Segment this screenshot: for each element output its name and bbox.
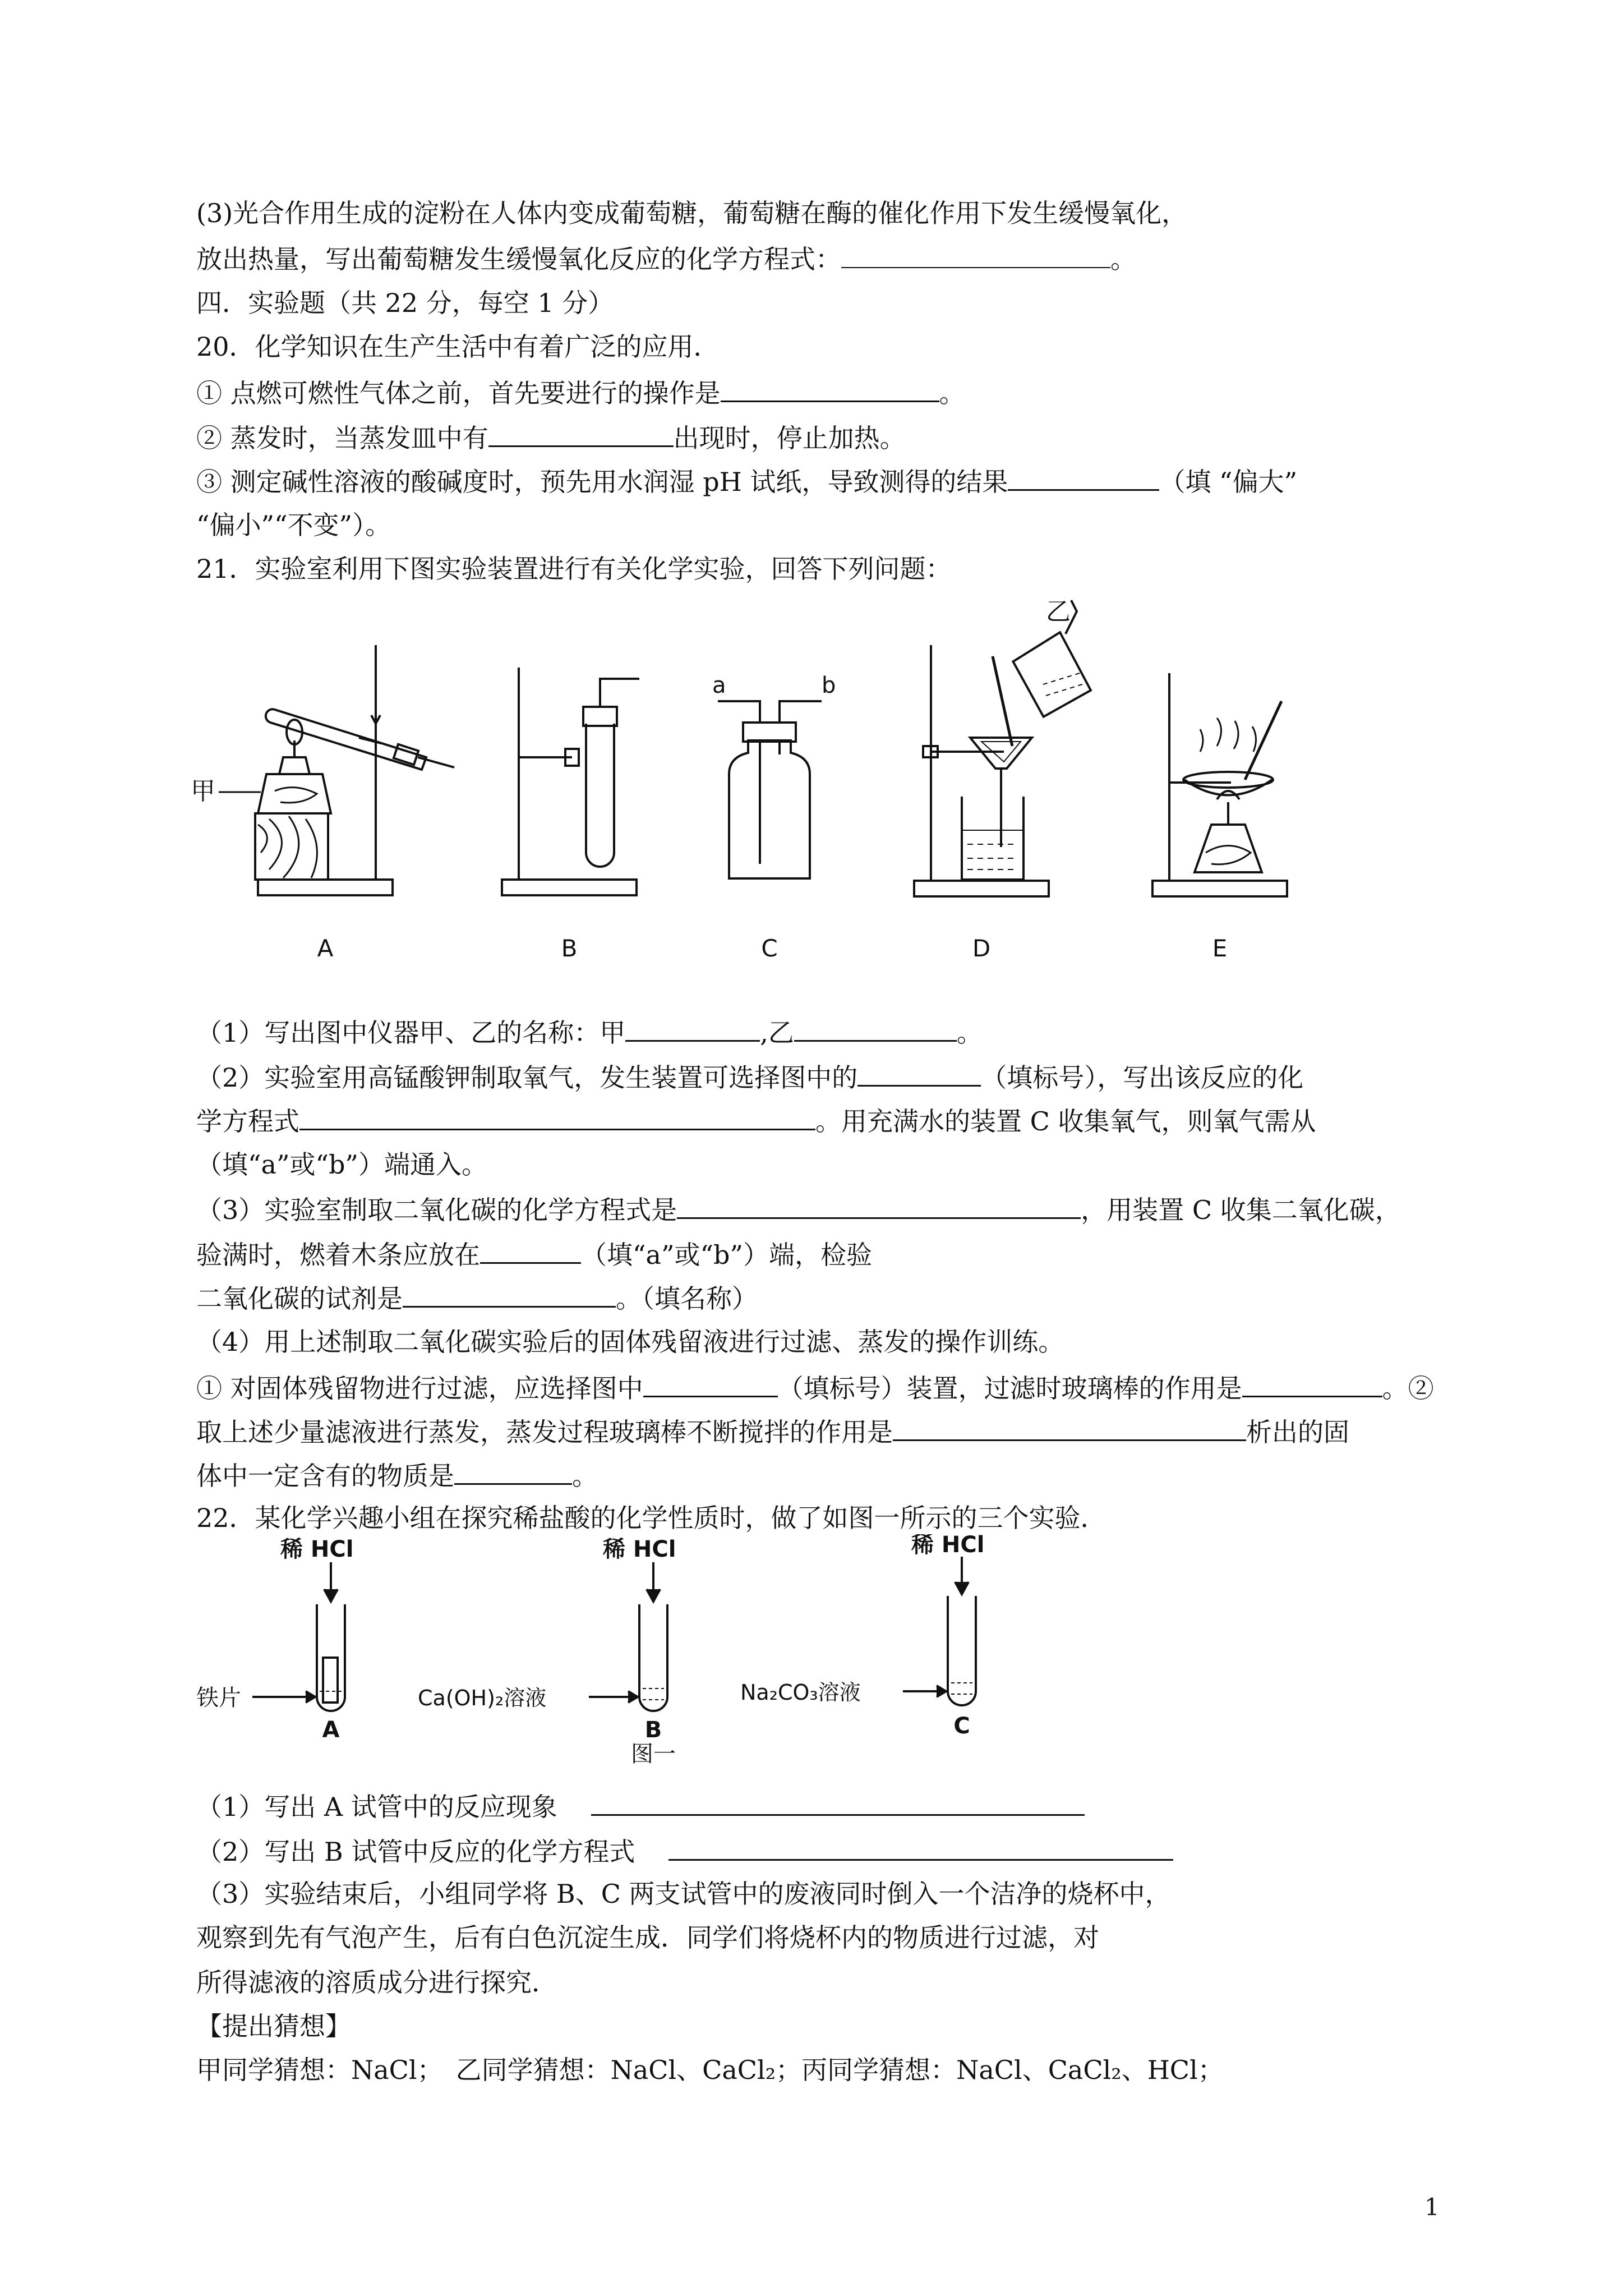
q19-blank[interactable] xyxy=(841,241,1110,268)
q21-part3-cont: 验满时，燃着木条应放在 （填“a”或“b”）端，检验 xyxy=(196,1236,872,1272)
label-apparatus-b: B xyxy=(561,935,578,962)
q20-item3: ③ 测定碱性溶液的酸碱度时，预先用水润湿 pH 试纸，导致测得的结果 （填 “偏大” xyxy=(196,463,1297,499)
q21-blank-jia[interactable] xyxy=(625,1014,760,1042)
q21-part2: （2）实验室用高锰酸钾制取氧气，发生装置可选择图中的 （填标号），写出该反应的化 xyxy=(196,1059,1303,1094)
tube-label-a: A xyxy=(322,1717,340,1743)
q22-figure xyxy=(196,1534,1038,1770)
q22-blank2[interactable] xyxy=(668,1833,1173,1861)
iron-label: 铁片 xyxy=(196,1685,241,1711)
q20-blank1[interactable] xyxy=(721,375,939,402)
q21-blank-equation2[interactable] xyxy=(677,1191,1081,1219)
q19-line2: 放出热量，写出葡萄糖发生缓慢氧化反应的化学方程式： 。 xyxy=(196,241,1136,276)
q21-part3: （3）实验室制取二氧化碳的化学方程式是 ，用装置 C 收集二氧化碳， xyxy=(196,1191,1401,1227)
apparatus-d xyxy=(914,600,1094,896)
q21-blank-stir-use[interactable] xyxy=(893,1414,1246,1441)
q21-part2-cont: 学方程式 。用充满水的装置 C 收集氧气，则氧气需从 xyxy=(196,1103,1316,1138)
hcl-label-a: 稀 HCl xyxy=(280,1536,354,1562)
caoh2-label: Ca(OH)₂溶液 xyxy=(418,1686,547,1710)
label-b: b xyxy=(822,673,836,698)
q21-part2-end: （填“a”或“b”）端通入。 xyxy=(196,1149,487,1180)
hcl-label-b: 稀 HCl xyxy=(603,1536,676,1562)
label-apparatus-d: D xyxy=(972,935,991,962)
q21-blank-equation1[interactable] xyxy=(299,1103,815,1130)
apparatus-a xyxy=(255,645,454,895)
hcl-label-c: 稀 HCl xyxy=(911,1534,985,1558)
q21-part4: （4）用上述制取二氧化碳实验后的固体残留液进行过滤、蒸发的操作训练。 xyxy=(196,1327,1064,1357)
q21-part4-1: ① 对固体残留物进行过滤，应选择图中 （填标号）装置，过滤时玻璃棒的作用是 。② xyxy=(196,1370,1434,1405)
tube-label-c: C xyxy=(953,1713,970,1739)
guess-line: 甲同学猜想：NaCl； 乙同学猜想：NaCl、CaCl₂；丙同学猜想：NaCl、CaCl₂、HCl； xyxy=(196,2055,1224,2085)
apparatus-c xyxy=(718,701,822,878)
q21-title: 21．实验室利用下图实验装置进行有关化学实验，回答下列问题： xyxy=(196,554,952,584)
apparatus-b xyxy=(502,668,639,895)
q22-part1: （1）写出 A 试管中的反应现象 xyxy=(196,1788,1085,1824)
page-number: 1 xyxy=(1424,2193,1440,2221)
q21-blank-end[interactable] xyxy=(480,1236,581,1264)
q22-figure-svg xyxy=(196,1534,1038,1770)
q20-item1: ① 点燃可燃性气体之前，首先要进行的操作是 。 xyxy=(196,375,965,410)
q20-item3-cont: “偏小”“不变”）。 xyxy=(196,510,391,540)
q21-apparatus-figure xyxy=(191,589,1312,970)
q22-part3-line2: 观察到先有气泡产生，后有白色沉淀生成．同学们将烧杯内的物质进行过滤，对 xyxy=(196,1922,1099,1953)
label-apparatus-a: A xyxy=(317,935,334,962)
q21-blank-yi[interactable] xyxy=(794,1014,957,1042)
q21-part1: （1）写出图中仪器甲、乙的名称：甲 ,乙 。 xyxy=(196,1014,983,1050)
label-yi: 乙 xyxy=(1046,597,1071,626)
q21-blank-solid[interactable] xyxy=(454,1457,572,1485)
q20-item2: ② 蒸发时，当蒸发皿中有 出现时，停止加热。 xyxy=(196,420,906,455)
apparatus-e xyxy=(1152,673,1287,896)
section-4-title: 四．实验题（共 22 分，每空 1 分） xyxy=(196,288,614,318)
q22-part2: （2）写出 B 试管中反应的化学方程式 xyxy=(196,1833,1173,1869)
q21-apparatus-svg xyxy=(191,589,1312,970)
label-apparatus-c: C xyxy=(761,935,778,962)
q22-title: 22．某化学兴趣小组在探究稀盐酸的化学性质时，做了如图一所示的三个实验． xyxy=(196,1503,1106,1533)
q19-line1: (3)光合作用生成的淀粉在人体内变成葡萄糖，葡萄糖在酶的催化作用下发生缓慢氧化， xyxy=(196,198,1188,228)
q21-part4-2: 取上述少量滤液进行蒸发，蒸发过程玻璃棒不断搅拌的作用是 析出的固 xyxy=(196,1414,1349,1449)
label-jia: 甲 xyxy=(191,777,215,806)
q21-part4-3: 体中一定含有的物质是 。 xyxy=(196,1457,598,1493)
q22-part3-line3: 所得滤液的溶质成分进行探究． xyxy=(196,1967,557,1998)
tube-label-b: B xyxy=(644,1717,662,1743)
q21-blank-device[interactable] xyxy=(857,1059,981,1087)
na2co3-label: Na₂CO₃溶液 xyxy=(740,1680,861,1705)
figure-caption: 图一 xyxy=(631,1741,676,1767)
q20-title: 20．化学知识在生产生活中有着广泛的应用． xyxy=(196,332,720,362)
q21-blank-rod-use[interactable] xyxy=(1242,1370,1382,1397)
q20-blank3[interactable] xyxy=(1008,463,1159,491)
q21-part3-end: 二氧化碳的试剂是 。（填名称） xyxy=(196,1280,758,1315)
q20-blank2[interactable] xyxy=(488,420,674,447)
q21-blank-filter-device[interactable] xyxy=(643,1370,778,1397)
q22-blank1[interactable] xyxy=(591,1788,1085,1816)
q22-part3: （3）实验结束后，小组同学将 B、C 两支试管中的废液同时倒入一个洁净的烧杯中， xyxy=(196,1879,1171,1909)
label-a: a xyxy=(712,673,726,698)
q21-blank-reagent[interactable] xyxy=(403,1280,616,1308)
guess-heading: 【提出猜想】 xyxy=(196,2011,351,2041)
label-apparatus-e: E xyxy=(1212,935,1228,962)
